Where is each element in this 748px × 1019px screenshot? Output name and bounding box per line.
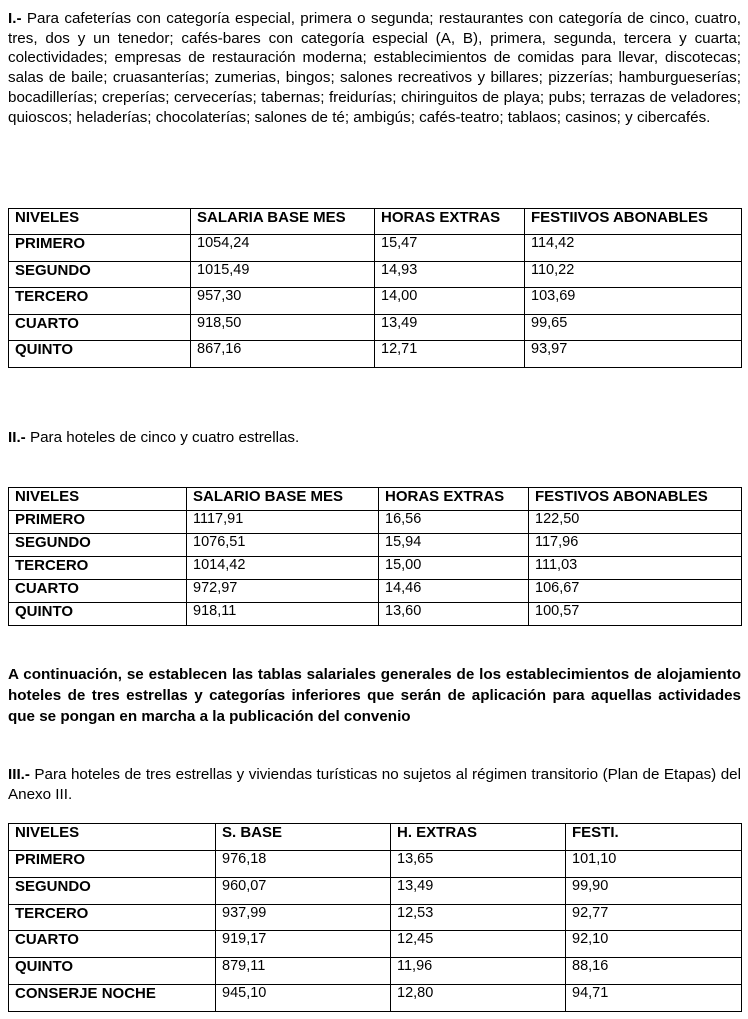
value-cell: 117,96 bbox=[529, 534, 742, 557]
level-cell: QUINTO bbox=[9, 603, 187, 626]
value-cell: 92,77 bbox=[566, 904, 742, 931]
column-header: H. EXTRAS bbox=[391, 824, 566, 851]
level-cell: PRIMERO bbox=[9, 511, 187, 534]
section-1-text: Para cafeterías con categoría especial, primera o segunda; restaurantes con categoría de cinco, cuatro, tres, dos y un tenedor; cafés-bares con categoría especial (A, B), primera, segunda, tercera y cuarta; colectividades; empresas de restauración moderna; establecimientos de comidas para llevar, discotecas; salas de baile; cruasanterías; zumerias, bingos; salones recreativos y billares; pizzerías; hamburgueserías; bocadillerías; creperías; cervecerías; tabernas; freidurías; chiringuitos de playa; pubs; terrazas de veladores; quioscos; heladerías; chocolaterías; salones de té; ambigús; cafés-teatro; tablaos; casinos; y cibercafés. bbox=[8, 10, 741, 126]
column-header: HORAS EXTRAS bbox=[375, 209, 525, 235]
value-cell: 1054,24 bbox=[191, 235, 375, 262]
level-cell: SEGUNDO bbox=[9, 534, 187, 557]
value-cell: 972,97 bbox=[187, 580, 379, 603]
level-cell: SEGUNDO bbox=[9, 877, 216, 904]
value-cell: 15,00 bbox=[379, 557, 529, 580]
value-cell: 88,16 bbox=[566, 958, 742, 985]
value-cell: 976,18 bbox=[216, 851, 391, 878]
table-row bbox=[9, 288, 742, 315]
table-row bbox=[9, 931, 742, 958]
column-header: FESTIIVOS ABONABLES bbox=[525, 209, 742, 235]
table-row bbox=[9, 851, 742, 878]
value-cell: 879,11 bbox=[216, 958, 391, 985]
table-row bbox=[9, 984, 742, 1011]
value-cell: 1076,51 bbox=[187, 534, 379, 557]
table-row bbox=[9, 341, 742, 368]
value-cell: 1014,42 bbox=[187, 557, 379, 580]
table-row bbox=[9, 557, 742, 580]
table-header-row bbox=[9, 824, 742, 851]
column-header: SALARIA BASE MES bbox=[191, 209, 375, 235]
table-row bbox=[9, 877, 742, 904]
section-1-paragraph bbox=[8, 9, 741, 127]
level-cell: QUINTO bbox=[9, 958, 216, 985]
value-cell: 111,03 bbox=[529, 557, 742, 580]
value-cell: 945,10 bbox=[216, 984, 391, 1011]
value-cell: 16,56 bbox=[379, 511, 529, 534]
value-cell: 867,16 bbox=[191, 341, 375, 368]
section-1-label: I.- bbox=[8, 10, 22, 27]
level-cell: CUARTO bbox=[9, 580, 187, 603]
value-cell: 13,60 bbox=[379, 603, 529, 626]
value-cell: 14,93 bbox=[375, 261, 525, 288]
level-cell: CUARTO bbox=[9, 314, 191, 341]
value-cell: 957,30 bbox=[191, 288, 375, 315]
level-cell: QUINTO bbox=[9, 341, 191, 368]
value-cell: 11,96 bbox=[391, 958, 566, 985]
section-2-paragraph bbox=[8, 428, 741, 448]
table-row bbox=[9, 235, 742, 262]
section-3-text: Para hoteles de tres estrellas y viviendas turísticas no sujetos al régimen transitorio (Plan de Etapas) del Anexo III. bbox=[8, 766, 741, 803]
table-row bbox=[9, 580, 742, 603]
column-header: SALARIO BASE MES bbox=[187, 488, 379, 511]
value-cell: 99,65 bbox=[525, 314, 742, 341]
table-row bbox=[9, 958, 742, 985]
general-tables-intro: A continuación, se establecen las tablas salariales generales de los establecimientos de alojamiento hoteles de tres estrellas y categorías inferiores que serán de aplicación para aquellas actividades que se pongan en marcha a la publicación del convenio bbox=[8, 666, 741, 725]
level-cell: TERCERO bbox=[9, 557, 187, 580]
table-row bbox=[9, 511, 742, 534]
salary-table-3 bbox=[8, 823, 742, 1012]
column-header: HORAS EXTRAS bbox=[379, 488, 529, 511]
value-cell: 1117,91 bbox=[187, 511, 379, 534]
level-cell: PRIMERO bbox=[9, 235, 191, 262]
column-header: NIVELES bbox=[9, 209, 191, 235]
value-cell: 1015,49 bbox=[191, 261, 375, 288]
table-row bbox=[9, 261, 742, 288]
value-cell: 94,71 bbox=[566, 984, 742, 1011]
level-cell: TERCERO bbox=[9, 288, 191, 315]
table-header-row bbox=[9, 488, 742, 511]
level-cell: TERCERO bbox=[9, 904, 216, 931]
value-cell: 918,11 bbox=[187, 603, 379, 626]
value-cell: 13,49 bbox=[391, 877, 566, 904]
value-cell: 12,80 bbox=[391, 984, 566, 1011]
level-cell: CONSERJE NOCHE bbox=[9, 984, 216, 1011]
value-cell: 114,42 bbox=[525, 235, 742, 262]
level-cell: PRIMERO bbox=[9, 851, 216, 878]
value-cell: 13,49 bbox=[375, 314, 525, 341]
column-header: S. BASE bbox=[216, 824, 391, 851]
value-cell: 15,94 bbox=[379, 534, 529, 557]
value-cell: 92,10 bbox=[566, 931, 742, 958]
value-cell: 93,97 bbox=[525, 341, 742, 368]
value-cell: 103,69 bbox=[525, 288, 742, 315]
column-header: NIVELES bbox=[9, 488, 187, 511]
value-cell: 99,90 bbox=[566, 877, 742, 904]
section-3-paragraph bbox=[8, 765, 741, 804]
level-cell: CUARTO bbox=[9, 931, 216, 958]
value-cell: 960,07 bbox=[216, 877, 391, 904]
value-cell: 110,22 bbox=[525, 261, 742, 288]
value-cell: 106,67 bbox=[529, 580, 742, 603]
column-header: FESTI. bbox=[566, 824, 742, 851]
value-cell: 918,50 bbox=[191, 314, 375, 341]
section-3-label: III.- bbox=[8, 766, 30, 783]
value-cell: 122,50 bbox=[529, 511, 742, 534]
value-cell: 13,65 bbox=[391, 851, 566, 878]
value-cell: 100,57 bbox=[529, 603, 742, 626]
section-2-label: II.- bbox=[8, 429, 26, 446]
value-cell: 14,46 bbox=[379, 580, 529, 603]
value-cell: 14,00 bbox=[375, 288, 525, 315]
salary-table-1 bbox=[8, 208, 742, 368]
table-row bbox=[9, 603, 742, 626]
table-row bbox=[9, 904, 742, 931]
value-cell: 937,99 bbox=[216, 904, 391, 931]
table-row bbox=[9, 534, 742, 557]
level-cell: SEGUNDO bbox=[9, 261, 191, 288]
value-cell: 101,10 bbox=[566, 851, 742, 878]
value-cell: 12,45 bbox=[391, 931, 566, 958]
column-header: NIVELES bbox=[9, 824, 216, 851]
table-row bbox=[9, 314, 742, 341]
salary-table-2 bbox=[8, 487, 742, 626]
value-cell: 919,17 bbox=[216, 931, 391, 958]
value-cell: 15,47 bbox=[375, 235, 525, 262]
section-2-text: Para hoteles de cinco y cuatro estrellas. bbox=[29, 429, 300, 446]
value-cell: 12,53 bbox=[391, 904, 566, 931]
column-header: FESTIVOS ABONABLES bbox=[529, 488, 742, 511]
table-header-row bbox=[9, 209, 742, 235]
value-cell: 12,71 bbox=[375, 341, 525, 368]
